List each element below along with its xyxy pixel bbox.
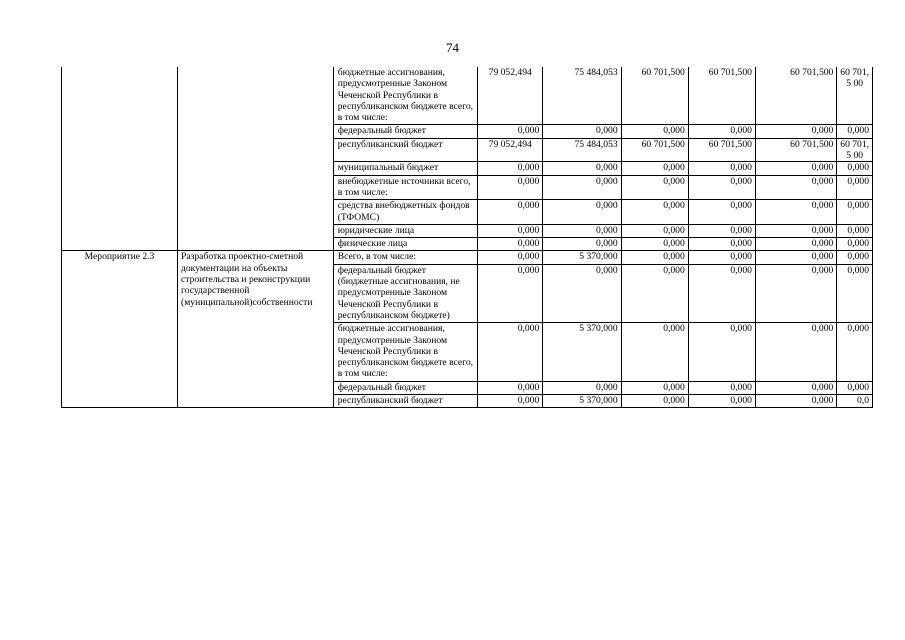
funding-source: муниципальный бюджет <box>333 162 477 175</box>
value-year-3: 0,000 <box>688 323 755 381</box>
value-year-2: 0,000 <box>621 175 688 200</box>
value-year-1: 0,000 <box>543 200 621 225</box>
measure-description: Разработка проектно-сметной документации на объекты строительства и реконструкции государственной (муниципальной)собственности <box>178 251 334 408</box>
funding-source: федеральный бюджет <box>333 381 477 394</box>
funding-source: республиканский бюджет <box>333 395 477 408</box>
value-year-2: 0,000 <box>621 162 688 175</box>
value-year-4: 0,000 <box>755 251 836 264</box>
value-year-2: 60 701,500 <box>621 67 688 125</box>
value-year-3: 0,000 <box>688 200 755 225</box>
value-total: 0,000 <box>478 381 543 394</box>
value-year-5: 0,000 <box>837 381 873 394</box>
value-year-5: 0,000 <box>837 264 873 322</box>
value-year-1: 5 370,000 <box>543 251 621 264</box>
value-year-4: 60 701,500 <box>755 138 836 162</box>
value-year-5: 0,000 <box>837 162 873 175</box>
value-year-3: 0,000 <box>688 224 755 237</box>
funding-source: средства внебюджетных фондов (ТФОМС) <box>333 200 477 225</box>
value-year-4: 0,000 <box>755 175 836 200</box>
value-year-2: 0,000 <box>621 200 688 225</box>
value-year-1: 0,000 <box>543 238 621 251</box>
value-year-1: 75 484,053 <box>543 138 621 162</box>
value-total: 0,000 <box>478 264 543 322</box>
value-total: 0,000 <box>478 251 543 264</box>
value-year-2: 0,000 <box>621 323 688 381</box>
value-year-3: 0,000 <box>688 238 755 251</box>
funding-source: внебюджетные источники всего, в том числе: <box>333 175 477 200</box>
value-year-4: 0,000 <box>755 224 836 237</box>
value-year-4: 60 701,500 <box>755 67 836 125</box>
table-row <box>62 67 873 125</box>
value-year-1: 0,000 <box>543 162 621 175</box>
value-year-3: 0,000 <box>688 381 755 394</box>
value-year-4: 0,000 <box>755 395 836 408</box>
value-year-3: 0,000 <box>688 395 755 408</box>
table-row <box>62 251 873 264</box>
value-total: 0,000 <box>478 162 543 175</box>
value-year-1: 0,000 <box>543 381 621 394</box>
value-year-3: 0,000 <box>688 125 755 138</box>
value-year-5: 0,000 <box>837 238 873 251</box>
description-cell-continued <box>178 67 334 251</box>
value-year-5: 0,000 <box>837 200 873 225</box>
value-year-3: 0,000 <box>688 175 755 200</box>
value-year-2: 60 701,500 <box>621 138 688 162</box>
value-total: 79 052,494 <box>478 138 543 162</box>
value-year-1: 0,000 <box>543 264 621 322</box>
value-year-4: 0,000 <box>755 162 836 175</box>
value-year-2: 0,000 <box>621 224 688 237</box>
value-year-5: 0,0 <box>837 395 873 408</box>
funding-source: физические лица <box>333 238 477 251</box>
value-total: 0,000 <box>478 125 543 138</box>
value-year-1: 5 370,000 <box>543 395 621 408</box>
value-total: 79 052,494 <box>478 67 543 125</box>
value-year-4: 0,000 <box>755 323 836 381</box>
value-year-2: 0,000 <box>621 381 688 394</box>
funding-source: юридические лица <box>333 224 477 237</box>
funding-source: бюджетные ассигнования, предусмотренные Законом Чеченской Республики в республиканском бюджете всего, в том числе: <box>333 67 477 125</box>
page-number: 74 <box>446 40 459 55</box>
value-year-5: 0,000 <box>837 125 873 138</box>
value-year-2: 0,000 <box>621 125 688 138</box>
value-total: 0,000 <box>478 200 543 225</box>
value-year-3: 60 701,500 <box>688 67 755 125</box>
value-total: 0,000 <box>478 395 543 408</box>
measure-label: Мероприятие 2.3 <box>62 251 178 408</box>
value-total: 0,000 <box>478 175 543 200</box>
value-year-5: 0,000 <box>837 224 873 237</box>
value-year-5: 60 701,5 00 <box>837 67 873 125</box>
funding-source: Всего, в том числе: <box>333 251 477 264</box>
value-year-1: 75 484,053 <box>543 67 621 125</box>
value-year-5: 0,000 <box>837 323 873 381</box>
value-year-3: 60 701,500 <box>688 138 755 162</box>
value-total: 0,000 <box>478 323 543 381</box>
value-year-1: 0,000 <box>543 125 621 138</box>
value-year-5: 60 701,5 00 <box>837 138 873 162</box>
value-year-2: 0,000 <box>621 264 688 322</box>
funding-source: федеральный бюджет (бюджетные ассигнования, не предусмотренные Законом Чеченской Республики в республиканском бюджете) <box>333 264 477 322</box>
value-year-4: 0,000 <box>755 381 836 394</box>
value-year-2: 0,000 <box>621 251 688 264</box>
value-year-3: 0,000 <box>688 162 755 175</box>
value-year-3: 0,000 <box>688 251 755 264</box>
measure-cell-continued <box>62 67 178 251</box>
value-year-5: 0,000 <box>837 175 873 200</box>
value-total: 0,000 <box>478 238 543 251</box>
value-year-4: 0,000 <box>755 125 836 138</box>
value-year-2: 0,000 <box>621 238 688 251</box>
funding-source: федеральный бюджет <box>333 125 477 138</box>
budget-table <box>61 67 873 408</box>
funding-source: бюджетные ассигнования, предусмотренные Законом Чеченской Республики в республиканском бюджете всего, в том числе: <box>333 323 477 381</box>
value-year-4: 0,000 <box>755 200 836 225</box>
value-year-4: 0,000 <box>755 264 836 322</box>
value-year-2: 0,000 <box>621 395 688 408</box>
value-year-5: 0,000 <box>837 251 873 264</box>
funding-source: республиканский бюджет <box>333 138 477 162</box>
value-year-3: 0,000 <box>688 264 755 322</box>
value-year-1: 0,000 <box>543 175 621 200</box>
value-year-4: 0,000 <box>755 238 836 251</box>
value-year-1: 0,000 <box>543 224 621 237</box>
value-total: 0,000 <box>478 224 543 237</box>
value-year-1: 5 370,000 <box>543 323 621 381</box>
